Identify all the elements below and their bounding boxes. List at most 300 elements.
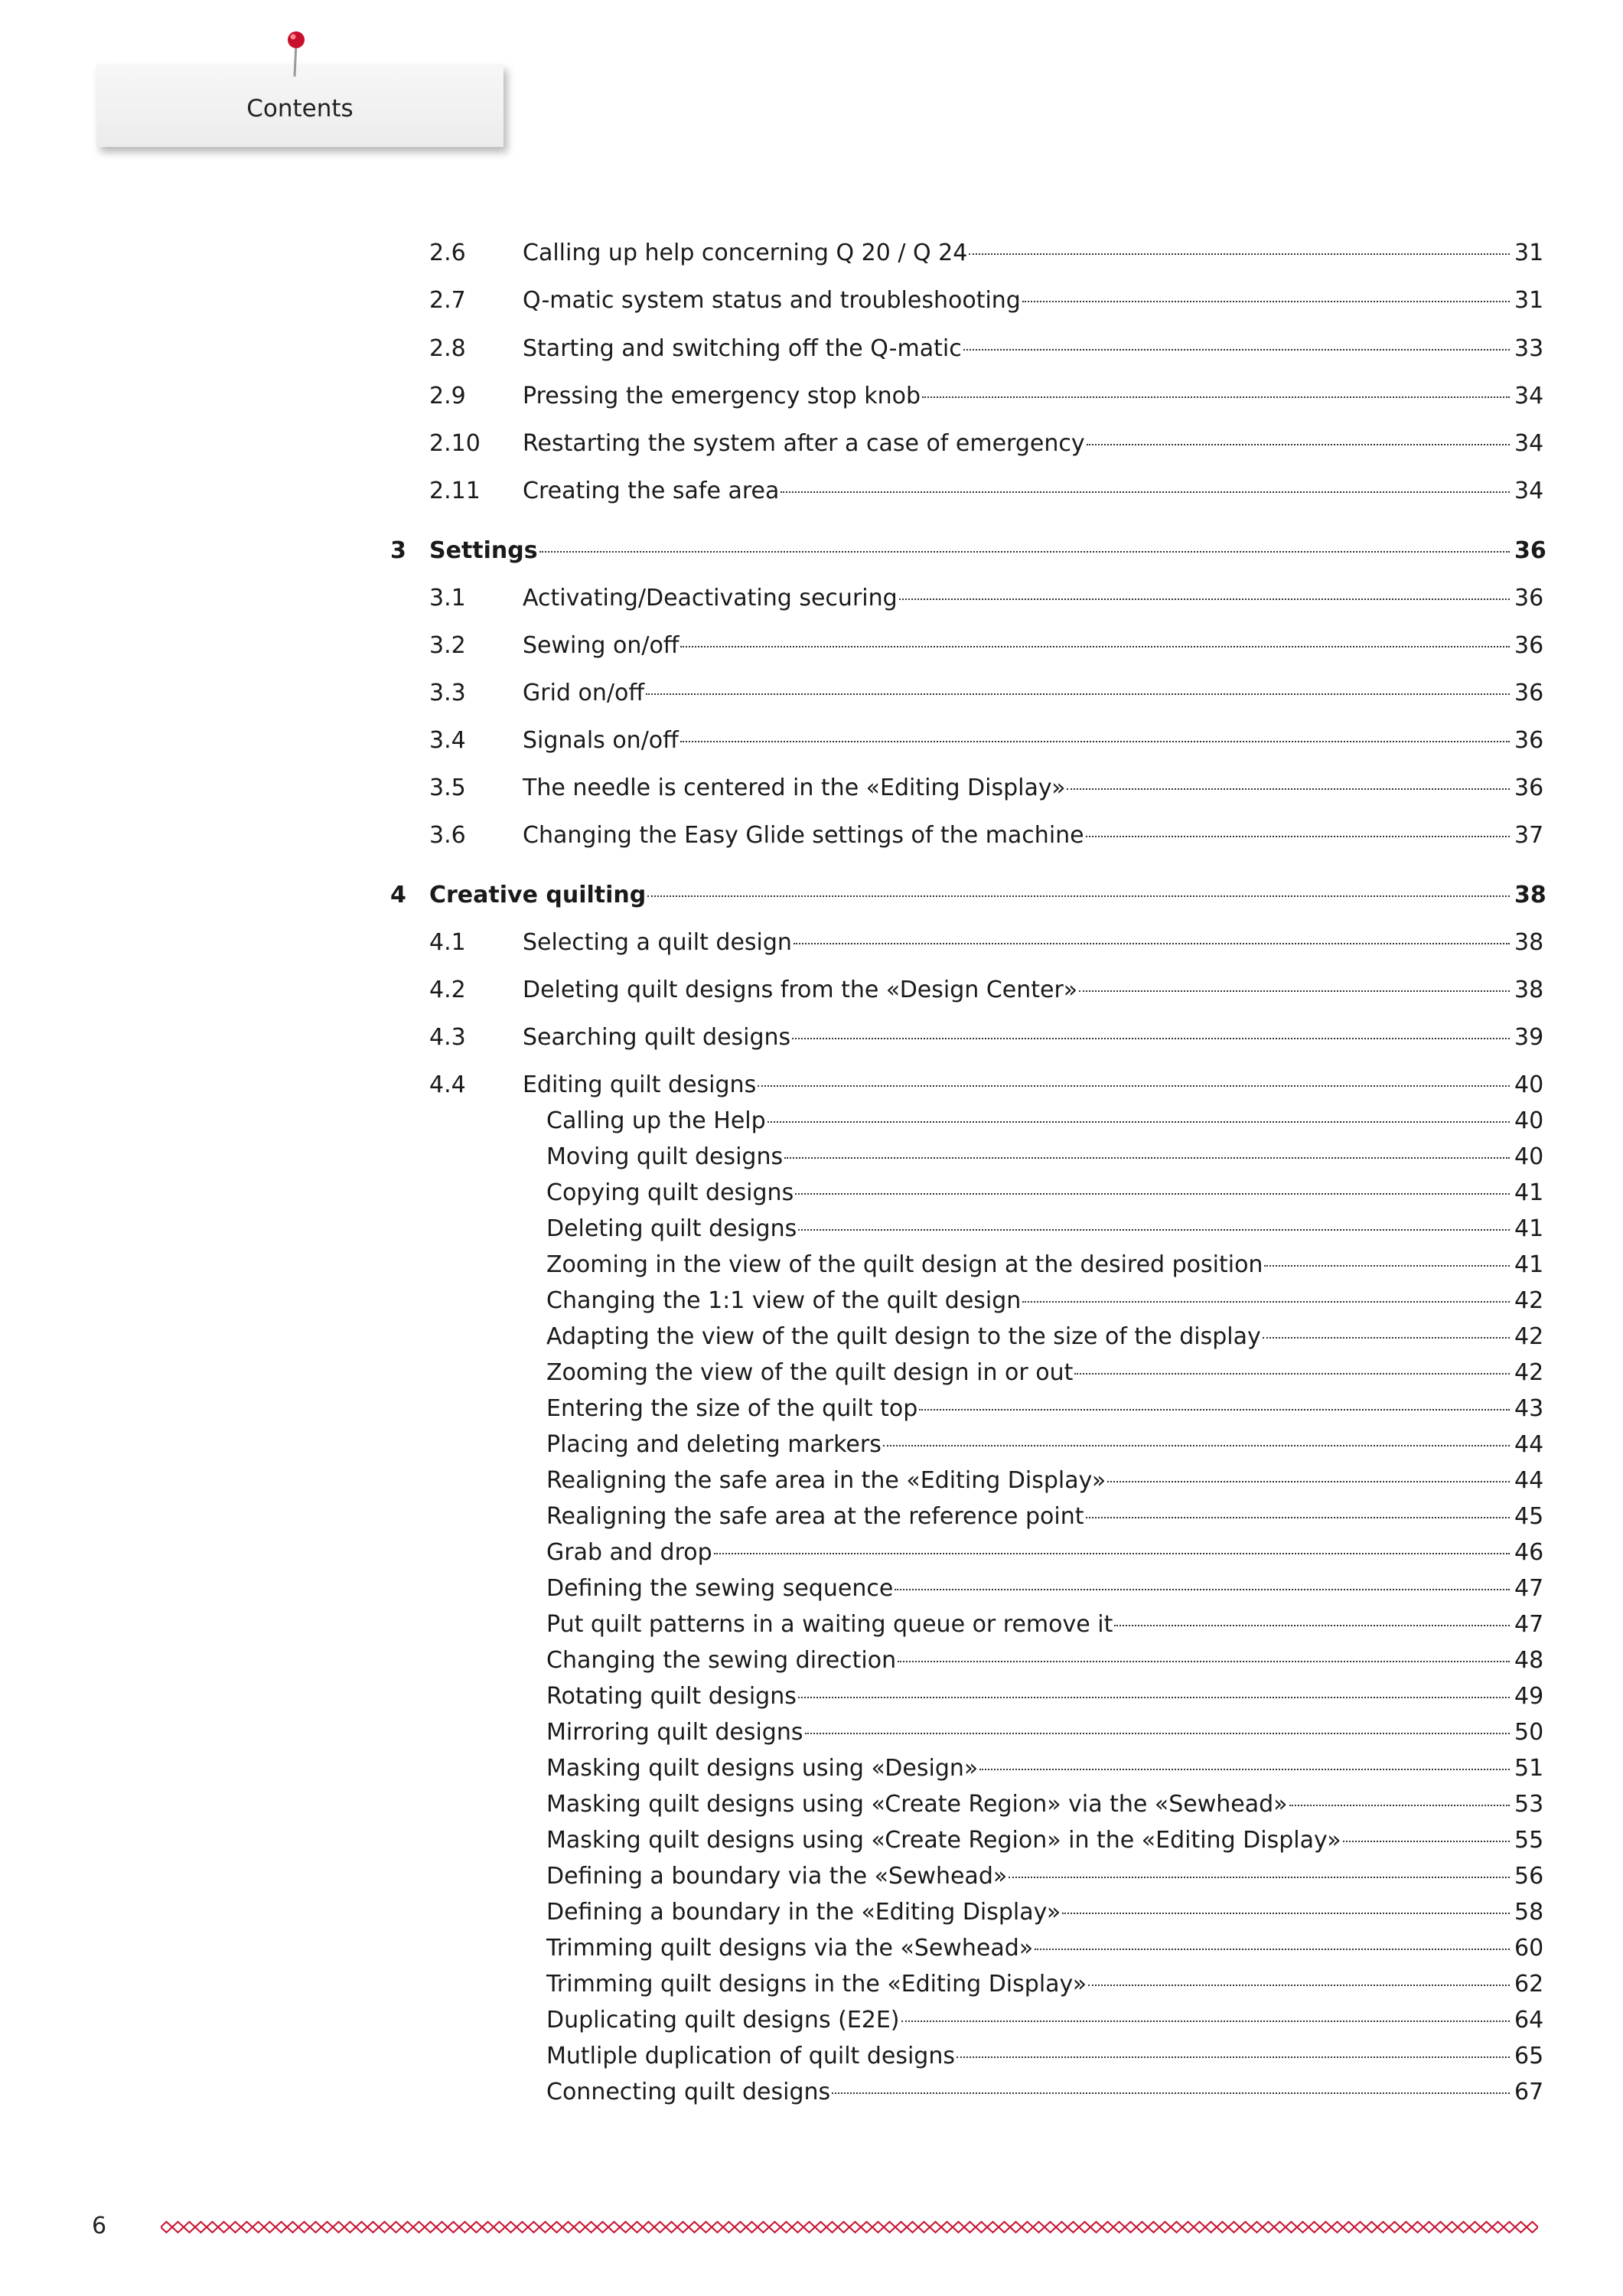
toc-number: 2.10 (429, 430, 481, 457)
toc-subentry-row[interactable] (0, 1250, 1623, 1280)
toc-title: Selecting a quilt design (523, 929, 792, 956)
toc-title: Deleting quilt designs from the «Design Center» (523, 977, 1078, 1003)
toc-subentry-row[interactable] (0, 1825, 1623, 1856)
dotted-leader (1263, 1337, 1510, 1339)
diamond-ornament (769, 2222, 781, 2232)
toc-page-number: 31 (1514, 287, 1544, 314)
diamond-ornament (758, 2222, 769, 2232)
dotted-leader (1035, 1949, 1510, 1950)
toc-number: 2.7 (429, 287, 466, 314)
diamond-ornament (826, 2222, 838, 2232)
toc-number: 4.3 (429, 1024, 466, 1051)
diamond-ornament (608, 2222, 620, 2232)
diamond-ornament (1515, 2222, 1527, 2232)
toc-page-number: 56 (1514, 1863, 1544, 1890)
toc-page-number: 47 (1514, 1575, 1544, 1602)
toc-page-number: 42 (1514, 1287, 1544, 1314)
diamond-ornament (1090, 2222, 1102, 2232)
toc-section-row[interactable] (0, 975, 1623, 1006)
toc-page-number: 34 (1514, 478, 1544, 504)
toc-subentry-row[interactable] (0, 2041, 1623, 2072)
toc-chapter-row[interactable] (0, 536, 1623, 566)
toc-number: 2.6 (429, 240, 466, 266)
toc-number: 3.2 (429, 632, 466, 659)
toc-page-number: 50 (1514, 1719, 1544, 1746)
diamond-ornament (574, 2222, 585, 2232)
toc-title: Grab and drop (546, 1539, 712, 1566)
diamond-ornament (1205, 2222, 1217, 2232)
diamond-ornament (872, 2222, 884, 2232)
toc-subentry-row[interactable] (0, 1933, 1623, 1964)
diamond-ornament (976, 2222, 987, 2232)
diamond-ornament (1079, 2222, 1090, 2232)
diamond-ornament (1377, 2222, 1389, 2232)
diamond-ornament (253, 2222, 264, 2232)
toc-title: Trimming quilt designs in the «Editing Display» (546, 1971, 1087, 1998)
toc-number: 3.5 (429, 775, 466, 801)
toc-subentry-row[interactable] (0, 1753, 1623, 1784)
diamond-ornament (1148, 2222, 1159, 2232)
diamond-ornament (184, 2222, 195, 2232)
dotted-leader (647, 895, 1510, 897)
diamond-ornament (1527, 2222, 1538, 2232)
diamond-ornament (264, 2222, 275, 2232)
toc-subentry-row[interactable] (0, 2005, 1623, 2036)
toc-title: Realigning the safe area at the reference point (546, 1503, 1084, 1530)
toc-page-number: 58 (1514, 1899, 1544, 1926)
toc-section-row[interactable] (0, 631, 1623, 661)
diamond-ornament (448, 2222, 459, 2232)
toc-title: Masking quilt designs using «Design» (546, 1755, 979, 1782)
toc-title: Creating the safe area (523, 478, 780, 504)
toc-section-row[interactable] (0, 429, 1623, 459)
toc-subentry-row[interactable] (0, 1142, 1623, 1172)
toc-page-number: 60 (1514, 1935, 1544, 1962)
toc-page-number: 67 (1514, 2079, 1544, 2105)
toc-page-number: 51 (1514, 1755, 1544, 1782)
toc-title: Mirroring quilt designs (546, 1719, 803, 1746)
toc-title: Creative quilting (429, 882, 647, 908)
toc-subentry-row[interactable] (0, 1645, 1623, 1676)
diamond-ornament (1159, 2222, 1171, 2232)
toc-title: Masking quilt designs using «Create Region» via the «Sewhead» (546, 1791, 1288, 1818)
diamond-ornament (631, 2222, 643, 2232)
diamond-ornament (987, 2222, 999, 2232)
diamond-ornament (895, 2222, 907, 2232)
diamond-ornament (471, 2222, 482, 2232)
dotted-leader (1343, 1841, 1510, 1842)
toc-page-number: 49 (1514, 1683, 1544, 1710)
toc-subentry-row[interactable] (0, 1502, 1623, 1532)
dotted-leader (646, 693, 1510, 695)
diamond-ornament (1182, 2222, 1194, 2232)
diamond-ornament (413, 2222, 425, 2232)
toc-subentry-row[interactable] (0, 1717, 1623, 1748)
diamond-ornament (494, 2222, 505, 2232)
diamond-ornament (517, 2222, 528, 2232)
diamond-ornament (1022, 2222, 1033, 2232)
toc-title: Entering the size of the quilt top (546, 1395, 918, 1422)
toc-page-number: 43 (1514, 1395, 1544, 1422)
dotted-leader (680, 646, 1510, 647)
toc-number: 3.1 (429, 585, 466, 612)
toc-number: 4.1 (429, 929, 466, 956)
diamond-ornament (562, 2222, 574, 2232)
toc-page-number: 64 (1514, 2007, 1544, 2033)
dotted-leader (832, 2092, 1510, 2094)
toc-section-row[interactable] (0, 928, 1623, 958)
toc-title: Rotating quilt designs (546, 1683, 797, 1710)
toc-page-number: 48 (1514, 1647, 1544, 1674)
toc-title: Defining a boundary in the «Editing Display» (546, 1899, 1061, 1926)
diamond-ornament (172, 2222, 184, 2232)
dotted-leader (781, 491, 1510, 493)
toc-section-row[interactable] (0, 678, 1623, 709)
toc-title: Q-matic system status and troubleshooting (523, 287, 1021, 314)
toc-title: Defining a boundary via the «Sewhead» (546, 1863, 1008, 1890)
toc-title: The needle is centered in the «Editing Display» (523, 775, 1066, 801)
diamond-ornament (1492, 2222, 1504, 2232)
toc-page-number: 42 (1514, 1359, 1544, 1386)
toc-subentry-row[interactable] (0, 1538, 1623, 1568)
toc-subentry-row[interactable] (0, 1789, 1623, 1820)
toc-subentry-row[interactable] (0, 1322, 1623, 1352)
toc-page-number: 65 (1514, 2043, 1544, 2069)
toc-title: Put quilt patterns in a waiting queue or remove it (546, 1611, 1113, 1638)
diamond-ornament (1274, 2222, 1286, 2232)
toc-section-row[interactable] (0, 381, 1623, 412)
toc-page-number: 53 (1514, 1791, 1544, 1818)
toc-subentry-row[interactable] (0, 1574, 1623, 1604)
diamond-ornament (1217, 2222, 1228, 2232)
diamond-ornament (918, 2222, 930, 2232)
dotted-leader (539, 551, 1510, 553)
toc-subentry-row[interactable] (0, 1214, 1623, 1244)
toc-page-number: 36 (1514, 632, 1544, 659)
diamond-ornament (275, 2222, 287, 2232)
toc-page-number: 36 (1514, 680, 1544, 706)
toc-page-number: 41 (1514, 1179, 1544, 1206)
diamond-ornament (287, 2222, 298, 2232)
toc-page-number: 38 (1514, 929, 1544, 956)
diamond-ornament (1389, 2222, 1400, 2232)
toc-subentry-row[interactable] (0, 1394, 1623, 1424)
toc-subentry-row[interactable] (0, 1897, 1623, 1928)
toc-subentry-row[interactable] (0, 1286, 1623, 1316)
toc-subentry-row[interactable] (0, 1609, 1623, 1640)
dotted-leader (1087, 444, 1510, 445)
dotted-leader (963, 349, 1510, 351)
dotted-leader (1074, 1373, 1510, 1375)
toc-page-number: 31 (1514, 240, 1544, 266)
dotted-leader (798, 1697, 1510, 1698)
toc-title: Connecting quilt designs (546, 2079, 831, 2105)
toc-number: 2.9 (429, 383, 466, 409)
toc-number: 4.2 (429, 977, 466, 1003)
diamond-ornament (539, 2222, 551, 2232)
toc-title: Copying quilt designs (546, 1179, 794, 1206)
toc-page-number: 33 (1514, 335, 1544, 362)
toc-page-number: 34 (1514, 430, 1544, 457)
dotted-leader (898, 1661, 1510, 1662)
toc-number: 3.6 (429, 822, 466, 849)
toc-title: Zooming the view of the quilt design in or out (546, 1359, 1074, 1386)
toc-title: Grid on/off (523, 680, 644, 706)
toc-title: Moving quilt designs (546, 1143, 784, 1170)
dotted-leader (883, 1445, 1510, 1446)
dotted-leader (768, 1121, 1510, 1123)
toc-title: Calling up help concerning Q 20 / Q 24 (523, 240, 968, 266)
toc-title: Editing quilt designs (523, 1071, 757, 1098)
toc-section-row[interactable] (0, 820, 1623, 851)
diamond-ornament (1102, 2222, 1113, 2232)
toc-section-row[interactable] (0, 773, 1623, 804)
diamond-ornament (1194, 2222, 1205, 2232)
toc-number: 3.4 (429, 727, 466, 754)
toc-page-number: 36 (1514, 537, 1546, 564)
toc-section-row[interactable] (0, 476, 1623, 507)
diamond-ornament (1067, 2222, 1079, 2232)
diamond-ornament (333, 2222, 344, 2232)
toc-title: Changing the 1:1 view of the quilt design (546, 1287, 1022, 1314)
toc-subentry-row[interactable] (0, 1969, 1623, 2000)
diamond-ornament (321, 2222, 333, 2232)
diamond-ornament (1228, 2222, 1240, 2232)
diamond-ornament (1423, 2222, 1435, 2232)
toc-page-number: 36 (1514, 727, 1544, 754)
diamond-ornament (1366, 2222, 1377, 2232)
toc-page-number: 45 (1514, 1503, 1544, 1530)
toc-page-number: 44 (1514, 1467, 1544, 1494)
toc-page-number: 41 (1514, 1215, 1544, 1242)
toc-subentry-row[interactable] (0, 1178, 1623, 1208)
diamond-ornament (230, 2222, 241, 2232)
diamond-ornament (849, 2222, 861, 2232)
diamond-ornament (1251, 2222, 1263, 2232)
dotted-leader (1107, 1481, 1510, 1482)
toc-title: Realigning the safe area in the «Editing Display» (546, 1467, 1106, 1494)
toc-page-number: 44 (1514, 1431, 1544, 1458)
page-title: Contents (246, 95, 354, 122)
diamond-ornament (861, 2222, 872, 2232)
dotted-leader (1009, 1877, 1510, 1878)
dotted-leader (1022, 301, 1510, 302)
dotted-leader (1022, 1301, 1510, 1303)
toc-title: Zooming in the view of the quilt design at the desired position (546, 1251, 1263, 1278)
diamond-ornament (723, 2222, 735, 2232)
diamond-ornament (425, 2222, 436, 2232)
diamond-ornament (838, 2222, 849, 2232)
diamond-ornament (953, 2222, 964, 2232)
toc-number: 4.4 (429, 1071, 466, 1098)
toc-number: 2.11 (429, 478, 481, 504)
toc-title: Pressing the emergency stop knob (523, 383, 921, 409)
diamond-ornament (1331, 2222, 1343, 2232)
diamond-ornament (218, 2222, 230, 2232)
diamond-ornament (505, 2222, 517, 2232)
diamond-ornament (390, 2222, 402, 2232)
dotted-leader (899, 598, 1510, 600)
diamond-ornament (1343, 2222, 1354, 2232)
dotted-leader (895, 1589, 1510, 1590)
dotted-leader (919, 1409, 1510, 1411)
toc-title: Defining the sewing sequence (546, 1575, 894, 1602)
toc-page-number: 39 (1514, 1024, 1544, 1051)
dotted-leader (979, 1769, 1510, 1770)
dotted-leader (795, 1193, 1510, 1195)
dotted-leader (1079, 990, 1510, 992)
toc-number: 4 (390, 882, 406, 908)
pushpin-icon (283, 29, 309, 80)
diamond-ornament (1458, 2222, 1469, 2232)
dotted-leader (1088, 1985, 1510, 1986)
toc-title: Sewing on/off (523, 632, 680, 659)
diamond-ornament (1504, 2222, 1515, 2232)
diamond-ornament (1320, 2222, 1331, 2232)
diamond-ornament (1286, 2222, 1297, 2232)
toc-title: Duplicating quilt designs (E2E) (546, 2007, 900, 2033)
toc-title: Activating/Deactivating securing (523, 585, 898, 612)
toc-title: Adapting the view of the quilt design to the size of the display (546, 1323, 1261, 1350)
toc-subentry-row[interactable] (0, 1861, 1623, 1892)
toc-subentry-row[interactable] (0, 1106, 1623, 1137)
toc-title: Signals on/off (523, 727, 679, 754)
toc-subentry-row[interactable] (0, 1681, 1623, 1712)
toc-section-row[interactable] (0, 238, 1623, 269)
toc-section-row[interactable] (0, 583, 1623, 614)
toc-page-number: 34 (1514, 383, 1544, 409)
toc-title: Trimming quilt designs via the «Sewhead» (546, 1935, 1034, 1962)
toc-title: Settings (429, 537, 538, 564)
toc-page-number: 55 (1514, 1827, 1544, 1854)
toc-section-row[interactable] (0, 1022, 1623, 1053)
diamond-ornament (1056, 2222, 1067, 2232)
diamond-ornament (367, 2222, 379, 2232)
toc-section-row[interactable] (0, 334, 1623, 364)
toc-number: 3.3 (429, 680, 466, 706)
toc-section-row[interactable] (0, 1070, 1623, 1101)
diamond-ornament (207, 2222, 218, 2232)
diamond-ornament (803, 2222, 815, 2232)
dotted-leader (794, 943, 1510, 944)
diamond-ornament (746, 2222, 758, 2232)
diamond-ornament (310, 2222, 321, 2232)
toc-subentry-row[interactable] (0, 2077, 1623, 2108)
toc-title: Starting and switching off the Q-matic (523, 335, 962, 362)
toc-subentry-row[interactable] (0, 1358, 1623, 1388)
diamond-ornament (1045, 2222, 1056, 2232)
toc-title: Searching quilt designs (523, 1024, 791, 1051)
diamond-ornament (379, 2222, 390, 2232)
toc-title: Calling up the Help (546, 1107, 766, 1134)
diamond-ornament (402, 2222, 413, 2232)
diamond-ornament (712, 2222, 723, 2232)
diamond-ornament (643, 2222, 654, 2232)
diamond-ornament (964, 2222, 976, 2232)
diamond-ornament (781, 2222, 792, 2232)
toc-title: Mutliple duplication of quilt designs (546, 2043, 955, 2069)
diamond-ornament (1435, 2222, 1446, 2232)
diamond-ornament (1125, 2222, 1136, 2232)
toc-page-number: 40 (1514, 1071, 1544, 1098)
diamond-ornament (1171, 2222, 1182, 2232)
diamond-ornament (1240, 2222, 1251, 2232)
diamond-ornament (735, 2222, 746, 2232)
toc-page-number: 40 (1514, 1143, 1544, 1170)
diamond-ornament (620, 2222, 631, 2232)
dotted-leader (1062, 1913, 1510, 1914)
diamond-ornament (195, 2222, 207, 2232)
diamond-ornament (884, 2222, 895, 2232)
diamond-ornament (1469, 2222, 1481, 2232)
diamond-ornament (241, 2222, 253, 2232)
diamond-ornament (700, 2222, 712, 2232)
toc-chapter-row[interactable] (0, 880, 1623, 911)
diamond-ornament (597, 2222, 608, 2232)
toc-number: 3 (390, 537, 406, 564)
dotted-leader (680, 741, 1510, 742)
diamond-ornament (1412, 2222, 1423, 2232)
dotted-leader (1264, 1265, 1510, 1267)
toc-page-number: 42 (1514, 1323, 1544, 1350)
dotted-leader (758, 1085, 1510, 1087)
toc-title: Placing and deleting markers (546, 1431, 882, 1458)
diamond-ornament (654, 2222, 666, 2232)
toc-section-row[interactable] (0, 726, 1623, 756)
diamond-ornament (1481, 2222, 1492, 2232)
diamond-ornament (1400, 2222, 1412, 2232)
toc-number: 2.8 (429, 335, 466, 362)
diamond-ornament (161, 2222, 172, 2232)
diamond-ornament (999, 2222, 1010, 2232)
dotted-leader (922, 396, 1510, 398)
diamond-ornament (792, 2222, 803, 2232)
toc-page-number: 47 (1514, 1611, 1544, 1638)
dotted-leader (805, 1733, 1511, 1734)
toc-page-number: 36 (1514, 585, 1544, 612)
diamond-ornament (1354, 2222, 1366, 2232)
dotted-leader (1114, 1625, 1510, 1626)
diamond-ornament (298, 2222, 310, 2232)
dotted-leader (714, 1553, 1510, 1554)
diamond-ornament (528, 2222, 539, 2232)
dotted-leader (1067, 788, 1510, 790)
dotted-leader (792, 1038, 1510, 1039)
dotted-leader (784, 1157, 1510, 1159)
toc-page-number: 37 (1514, 822, 1544, 849)
diamond-ornament (585, 2222, 597, 2232)
diamond-ornament (1263, 2222, 1274, 2232)
diamond-ornament (677, 2222, 689, 2232)
diamond-ornament (482, 2222, 494, 2232)
toc-page-number: 41 (1514, 1251, 1544, 1278)
toc-subentry-row[interactable] (0, 1430, 1623, 1460)
diamond-ornament (344, 2222, 356, 2232)
diamond-ornament (930, 2222, 941, 2232)
dotted-leader (1289, 1805, 1510, 1806)
diamond-ornament (907, 2222, 918, 2232)
toc-subentry-row[interactable] (0, 1466, 1623, 1496)
page-number: 6 (92, 2213, 107, 2239)
toc-section-row[interactable] (0, 285, 1623, 316)
dotted-leader (1086, 1517, 1510, 1518)
toc-page-number: 36 (1514, 775, 1544, 801)
diamond-ornament (941, 2222, 953, 2232)
diamond-ornament (1136, 2222, 1148, 2232)
diamond-ornament (1309, 2222, 1320, 2232)
diamond-ornament (551, 2222, 562, 2232)
toc-page-number: 40 (1514, 1107, 1544, 1134)
